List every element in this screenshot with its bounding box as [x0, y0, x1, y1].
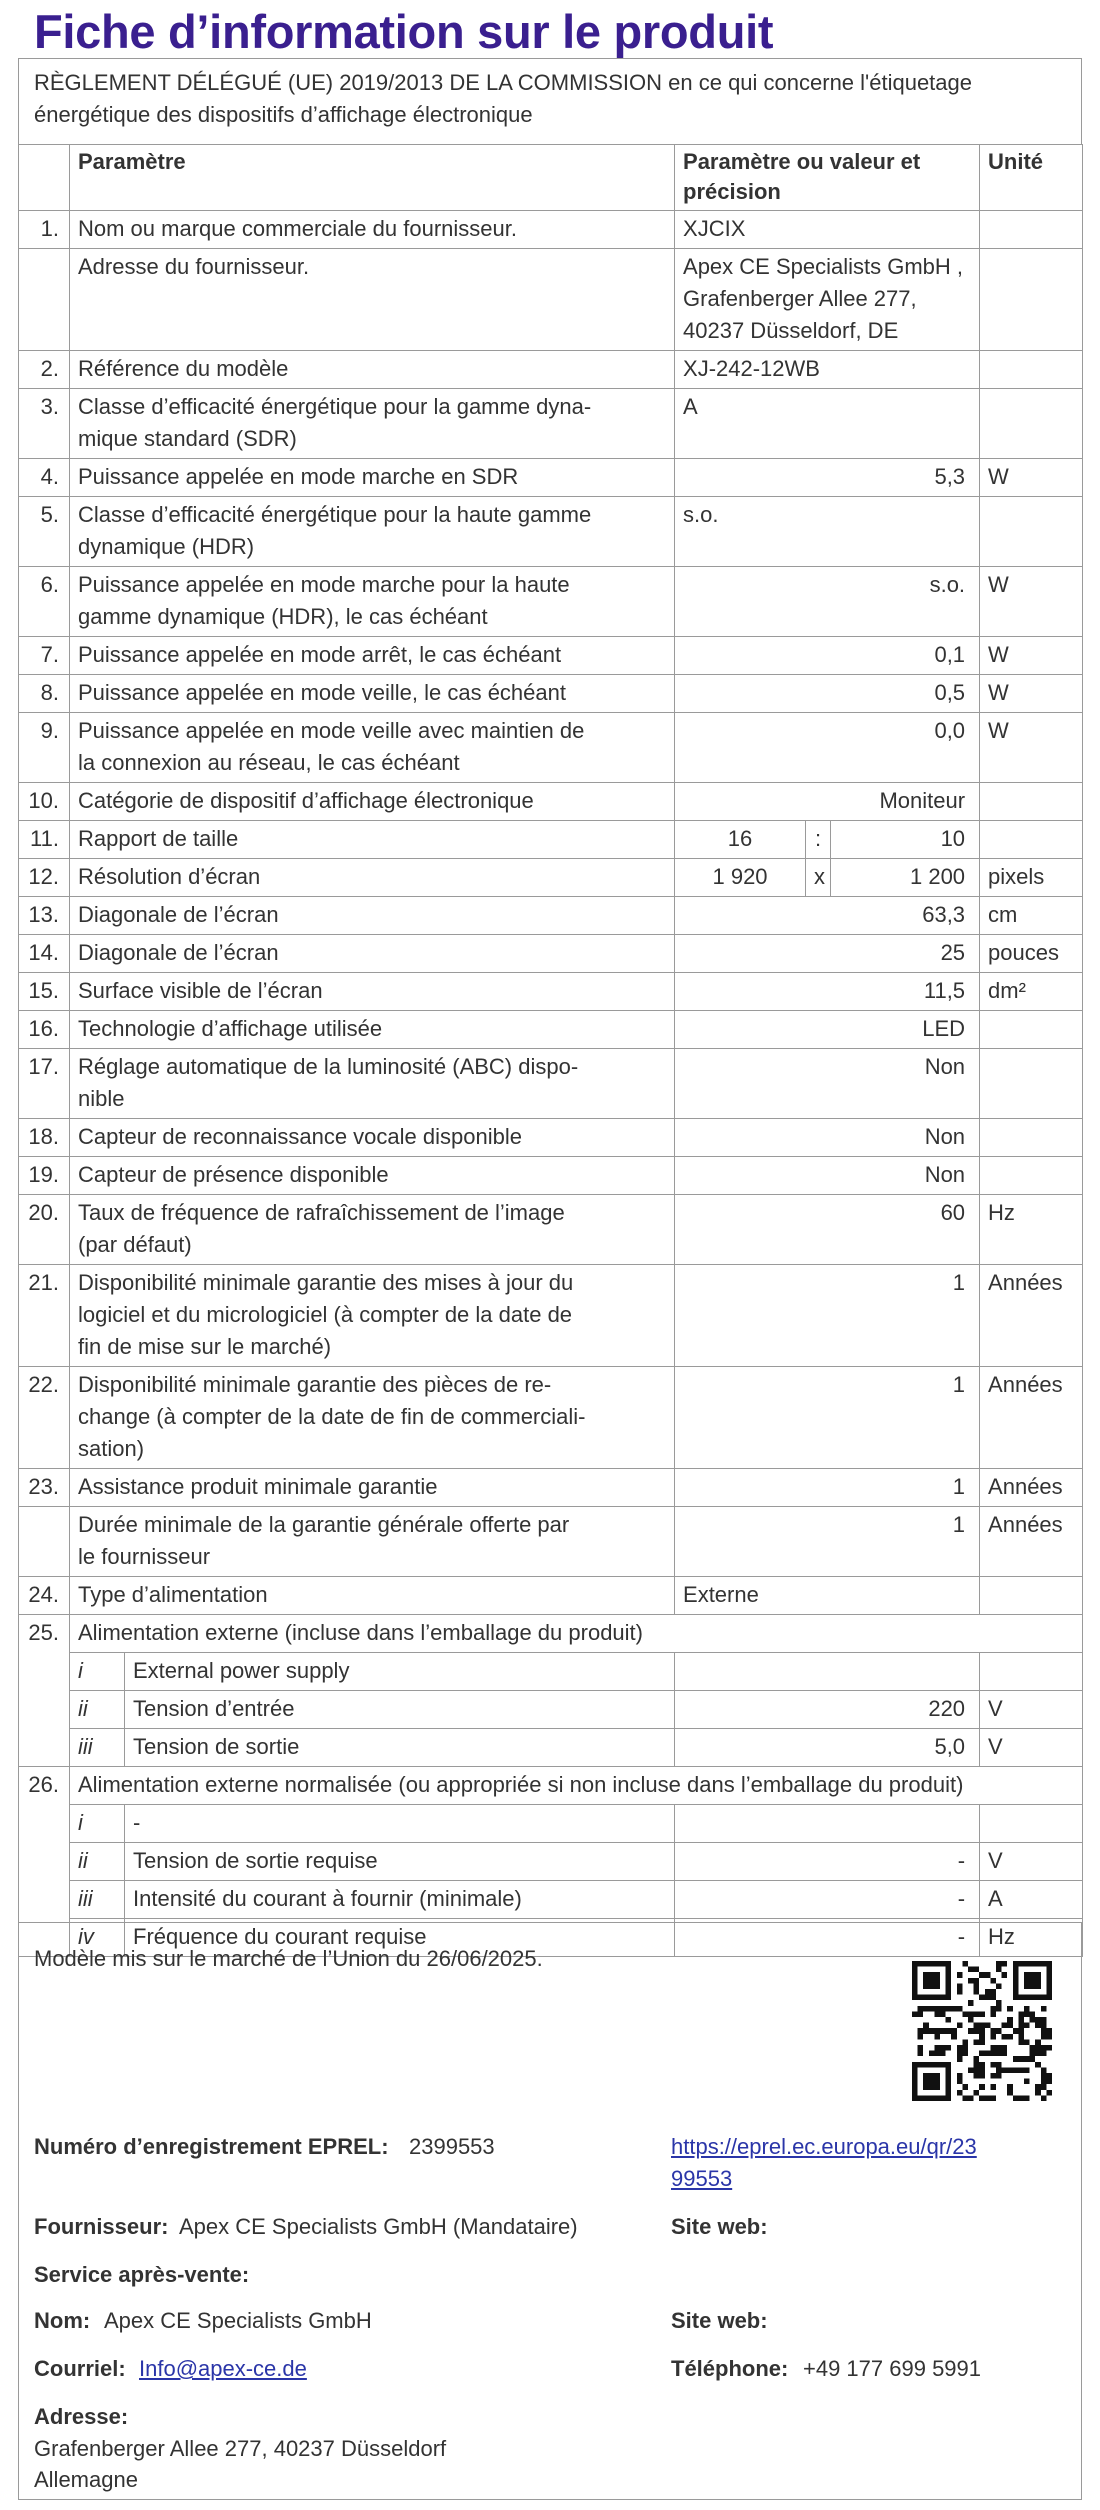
row-parameter: Diagonale de l’écran: [70, 935, 675, 973]
table-row: [19, 713, 1083, 783]
table-row: [19, 675, 1083, 713]
row-number: 2.: [19, 351, 70, 389]
table-row: [19, 973, 1083, 1011]
aftersales-label: Service après-vente:: [34, 2262, 250, 2287]
address-line-2: Allemagne: [34, 2467, 138, 2492]
supplier-label: Fournisseur:: [34, 2214, 169, 2239]
subrow-roman: i: [70, 1805, 125, 1843]
row-parameter: Assistance produit minimale garantie: [70, 1469, 675, 1507]
row-unit: Années: [980, 1507, 1083, 1577]
row-parameter: Alimentation externe normalisée (ou appropriée si non incluse dans l’emballage du produit): [70, 1767, 1083, 1805]
subrow-roman: ii: [70, 1843, 125, 1881]
subrow-unit: V: [980, 1843, 1083, 1881]
row-unit: Années: [980, 1367, 1083, 1469]
qr-code-icon[interactable]: [912, 1961, 1052, 2101]
table-row: [19, 1265, 1083, 1367]
row-value: Non: [675, 1119, 980, 1157]
subrow-value: -: [675, 1881, 980, 1919]
row-unit: W: [980, 713, 1083, 783]
row-parameter: Technologie d’affichage utilisée: [70, 1011, 675, 1049]
name-label: Nom:: [34, 2308, 91, 2333]
row-unit: [980, 211, 1083, 249]
row-unit: dm²: [980, 973, 1083, 1011]
row-parameter: Résolution d’écran: [70, 859, 675, 897]
supplier-website-label: Site web:: [671, 2214, 768, 2239]
subrow-roman: i: [70, 1653, 125, 1691]
row-unit: [980, 249, 1083, 351]
row-value: 1: [675, 1507, 980, 1577]
email-label: Courriel:: [34, 2356, 126, 2381]
table-row-group-header: [19, 1767, 1083, 1805]
row-value-separator: :: [806, 821, 831, 859]
row-number: 26.: [19, 1767, 70, 1957]
header-parameter: Paramètre: [70, 145, 675, 211]
row-number: [19, 249, 70, 351]
address-label: Adresse:: [34, 2404, 129, 2429]
table-subrow: [19, 1805, 1083, 1843]
row-unit: Années: [980, 1265, 1083, 1367]
row-number: 14.: [19, 935, 70, 973]
row-unit: [980, 1157, 1083, 1195]
row-number: 24.: [19, 1577, 70, 1615]
table-row: [19, 351, 1083, 389]
subrow-value: [675, 1805, 980, 1843]
row-value: Moniteur: [675, 783, 980, 821]
row-number: 19.: [19, 1157, 70, 1195]
row-parameter: Disponibilité minimale garantie des mises à jour du logiciel et du micrologiciel (à compter de la date de fin de mise sur le marché): [70, 1265, 675, 1367]
row-value: 11,5: [675, 973, 980, 1011]
row-value-a: 1 920: [675, 859, 806, 897]
row-parameter: Adresse du fournisseur.: [70, 249, 675, 351]
table-row: [19, 637, 1083, 675]
table-row: [19, 497, 1083, 567]
row-parameter: Nom ou marque commerciale du fournisseur.: [70, 211, 675, 249]
row-value: 63,3: [675, 897, 980, 935]
row-number: 20.: [19, 1195, 70, 1265]
table-row: [19, 249, 1083, 351]
row-value: 1: [675, 1265, 980, 1367]
table-row: [19, 1195, 1083, 1265]
table-row: [19, 897, 1083, 935]
row-parameter: Capteur de reconnaissance vocale disponible: [70, 1119, 675, 1157]
row-parameter: Durée minimale de la garantie générale offerte par le fournisseur: [70, 1507, 675, 1577]
row-unit: W: [980, 567, 1083, 637]
row-number: 15.: [19, 973, 70, 1011]
row-parameter: Puissance appelée en mode veille, le cas échéant: [70, 675, 675, 713]
row-parameter: Puissance appelée en mode arrêt, le cas échéant: [70, 637, 675, 675]
row-value: 1: [675, 1367, 980, 1469]
subrow-parameter: Tension de sortie requise: [125, 1843, 675, 1881]
row-parameter: Classe d’efficacité énergétique pour la gamme dyna- mique standard (SDR): [70, 389, 675, 459]
header-num-cell: [19, 145, 70, 211]
market-date: Modèle mis sur le marché de l’Union du 26/06/2025.: [34, 1946, 543, 1971]
row-value: XJ-242-12WB: [675, 351, 980, 389]
row-value-b: 1 200: [831, 859, 980, 897]
regulation-header: [18, 58, 1082, 144]
subrow-unit: V: [980, 1729, 1083, 1767]
row-number: 5.: [19, 497, 70, 567]
row-value-b: 10: [831, 821, 980, 859]
table-row: [19, 935, 1083, 973]
row-parameter: Capteur de présence disponible: [70, 1157, 675, 1195]
row-value: s.o.: [675, 567, 980, 637]
row-parameter: Puissance appelée en mode marche pour la haute gamme dynamique (HDR), le cas échéant: [70, 567, 675, 637]
row-value: 0,0: [675, 713, 980, 783]
row-unit: [980, 821, 1083, 859]
table-row: [19, 567, 1083, 637]
row-number: 10.: [19, 783, 70, 821]
table-row: [19, 1469, 1083, 1507]
subrow-unit: [980, 1653, 1083, 1691]
row-number: 13.: [19, 897, 70, 935]
row-number: 11.: [19, 821, 70, 859]
subtitle-line-1: RÈGLEMENT DÉLÉGUÉ (UE) 2019/2013 DE LA COMMISSION en ce qui concerne l'étiquetage: [34, 70, 972, 95]
subrow-parameter: External power supply: [125, 1653, 675, 1691]
row-parameter: Classe d’efficacité énergétique pour la haute gamme dynamique (HDR): [70, 497, 675, 567]
row-unit: Années: [980, 1469, 1083, 1507]
row-unit: W: [980, 459, 1083, 497]
row-parameter: Référence du modèle: [70, 351, 675, 389]
eprel-link[interactable]: https://eprel.ec.europa.eu/qr/23 99553: [671, 2134, 977, 2191]
table-subrow: [19, 1843, 1083, 1881]
row-parameter: Puissance appelée en mode marche en SDR: [70, 459, 675, 497]
row-value: 25: [675, 935, 980, 973]
row-number: 4.: [19, 459, 70, 497]
regulation-subtitle: [34, 67, 1034, 131]
row-parameter: Catégorie de dispositif d’affichage électronique: [70, 783, 675, 821]
subrow-parameter: Intensité du courant à fournir (minimale): [125, 1881, 675, 1919]
table-row: [19, 211, 1083, 249]
subrow-roman: iv: [70, 1919, 125, 1957]
subrow-value: 220: [675, 1691, 980, 1729]
row-number: [19, 1507, 70, 1577]
row-number: 3.: [19, 389, 70, 459]
row-parameter: Disponibilité minimale garantie des pièces de re- change (à compter de la date de fin de commerciali- sation): [70, 1367, 675, 1469]
row-number: 6.: [19, 567, 70, 637]
row-value: Externe: [675, 1577, 980, 1615]
row-value: Non: [675, 1049, 980, 1119]
table-row: [19, 783, 1083, 821]
row-number: 16.: [19, 1011, 70, 1049]
subrow-roman: iii: [70, 1729, 125, 1767]
row-value-a: 16: [675, 821, 806, 859]
table-row: [19, 1119, 1083, 1157]
table-subrow: [19, 1729, 1083, 1767]
table-row: [19, 1367, 1083, 1469]
eprel-label: Numéro d’enregistrement EPREL:: [34, 2134, 389, 2159]
row-unit: W: [980, 675, 1083, 713]
row-unit: [980, 783, 1083, 821]
row-number: 22.: [19, 1367, 70, 1469]
table-subrow: [19, 1881, 1083, 1919]
table-row: [19, 1577, 1083, 1615]
aftersales-website-label: Site web:: [671, 2308, 768, 2333]
row-number: 23.: [19, 1469, 70, 1507]
row-value: XJCIX: [675, 211, 980, 249]
name-value: Apex CE Specialists GmbH: [104, 2308, 372, 2333]
row-parameter: Réglage automatique de la luminosité (ABC) dispo- nible: [70, 1049, 675, 1119]
row-parameter: Rapport de taille: [70, 821, 675, 859]
subrow-unit: [980, 1805, 1083, 1843]
row-value: 1: [675, 1469, 980, 1507]
table-subrow: [19, 1691, 1083, 1729]
supplier-value: Apex CE Specialists GmbH (Mandataire): [179, 2214, 578, 2239]
row-value: LED: [675, 1011, 980, 1049]
subrow-value: -: [675, 1919, 980, 1957]
header-value: Paramètre ou valeur et précision: [675, 145, 980, 211]
row-value: Apex CE Specialists GmbH , Grafenberger Allee 277, 40237 Düsseldorf, DE: [675, 249, 980, 351]
row-parameter: Type d’alimentation: [70, 1577, 675, 1615]
table-row: [19, 389, 1083, 459]
row-unit: [980, 497, 1083, 567]
page-title: Fiche d’information sur le produit: [34, 5, 774, 58]
row-parameter: Surface visible de l’écran: [70, 973, 675, 1011]
row-unit: pouces: [980, 935, 1083, 973]
product-info-table: [18, 144, 1083, 1957]
row-unit: [980, 1011, 1083, 1049]
subtitle-line-2: énergétique des dispositifs d’affichage électronique: [34, 102, 533, 127]
row-number: 17.: [19, 1049, 70, 1119]
row-unit: Hz: [980, 1195, 1083, 1265]
row-number: 12.: [19, 859, 70, 897]
email-link[interactable]: Info@apex-ce.de: [139, 2356, 307, 2381]
row-value: Non: [675, 1157, 980, 1195]
row-value-separator: x: [806, 859, 831, 897]
row-number: 1.: [19, 211, 70, 249]
subrow-roman: iii: [70, 1881, 125, 1919]
table-row: [19, 1049, 1083, 1119]
row-unit: [980, 351, 1083, 389]
row-number: 9.: [19, 713, 70, 783]
row-value: 0,1: [675, 637, 980, 675]
row-parameter: Diagonale de l’écran: [70, 897, 675, 935]
table-row-group-header: [19, 1615, 1083, 1653]
row-number: 8.: [19, 675, 70, 713]
row-unit: W: [980, 637, 1083, 675]
row-unit: [980, 389, 1083, 459]
row-value: s.o.: [675, 497, 980, 567]
header-unit: Unité: [980, 145, 1083, 211]
subrow-parameter: Tension d’entrée: [125, 1691, 675, 1729]
subrow-unit: A: [980, 1881, 1083, 1919]
subrow-value: -: [675, 1843, 980, 1881]
row-unit: [980, 1049, 1083, 1119]
phone-value: +49 177 699 5991: [803, 2356, 982, 2381]
row-parameter: Alimentation externe (incluse dans l’emballage du produit): [70, 1615, 1083, 1653]
subrow-value: 5,0: [675, 1729, 980, 1767]
row-parameter: Taux de fréquence de rafraîchissement de l’image (par défaut): [70, 1195, 675, 1265]
row-parameter: Puissance appelée en mode veille avec maintien de la connexion au réseau, le cas échéant: [70, 713, 675, 783]
subrow-unit: Hz: [980, 1919, 1083, 1957]
subrow-roman: ii: [70, 1691, 125, 1729]
row-number: 25.: [19, 1615, 70, 1767]
address-line-1: Grafenberger Allee 277, 40237 Düsseldorf: [34, 2436, 447, 2461]
supplier-info-box: [18, 1922, 1082, 2500]
row-number: 18.: [19, 1119, 70, 1157]
table-subrow: [19, 1653, 1083, 1691]
table-row: [19, 859, 1083, 897]
subrow-parameter: -: [125, 1805, 675, 1843]
subrow-value: [675, 1653, 980, 1691]
subrow-unit: V: [980, 1691, 1083, 1729]
phone-label: Téléphone:: [671, 2356, 789, 2381]
row-value: A: [675, 389, 980, 459]
subrow-parameter: Fréquence du courant requise: [125, 1919, 675, 1957]
row-unit: pixels: [980, 859, 1083, 897]
table-row: [19, 459, 1083, 497]
row-unit: [980, 1577, 1083, 1615]
subrow-parameter: Tension de sortie: [125, 1729, 675, 1767]
row-unit: [980, 1119, 1083, 1157]
table-row: [19, 821, 1083, 859]
table-row: [19, 1011, 1083, 1049]
row-number: 21.: [19, 1265, 70, 1367]
row-value: 5,3: [675, 459, 980, 497]
row-value: 0,5: [675, 675, 980, 713]
row-number: 7.: [19, 637, 70, 675]
table-row: [19, 1507, 1083, 1577]
table-row: [19, 1157, 1083, 1195]
row-unit: cm: [980, 897, 1083, 935]
table-header-row: [19, 145, 1083, 211]
eprel-number: 2399553: [409, 2134, 495, 2159]
row-value: 60: [675, 1195, 980, 1265]
